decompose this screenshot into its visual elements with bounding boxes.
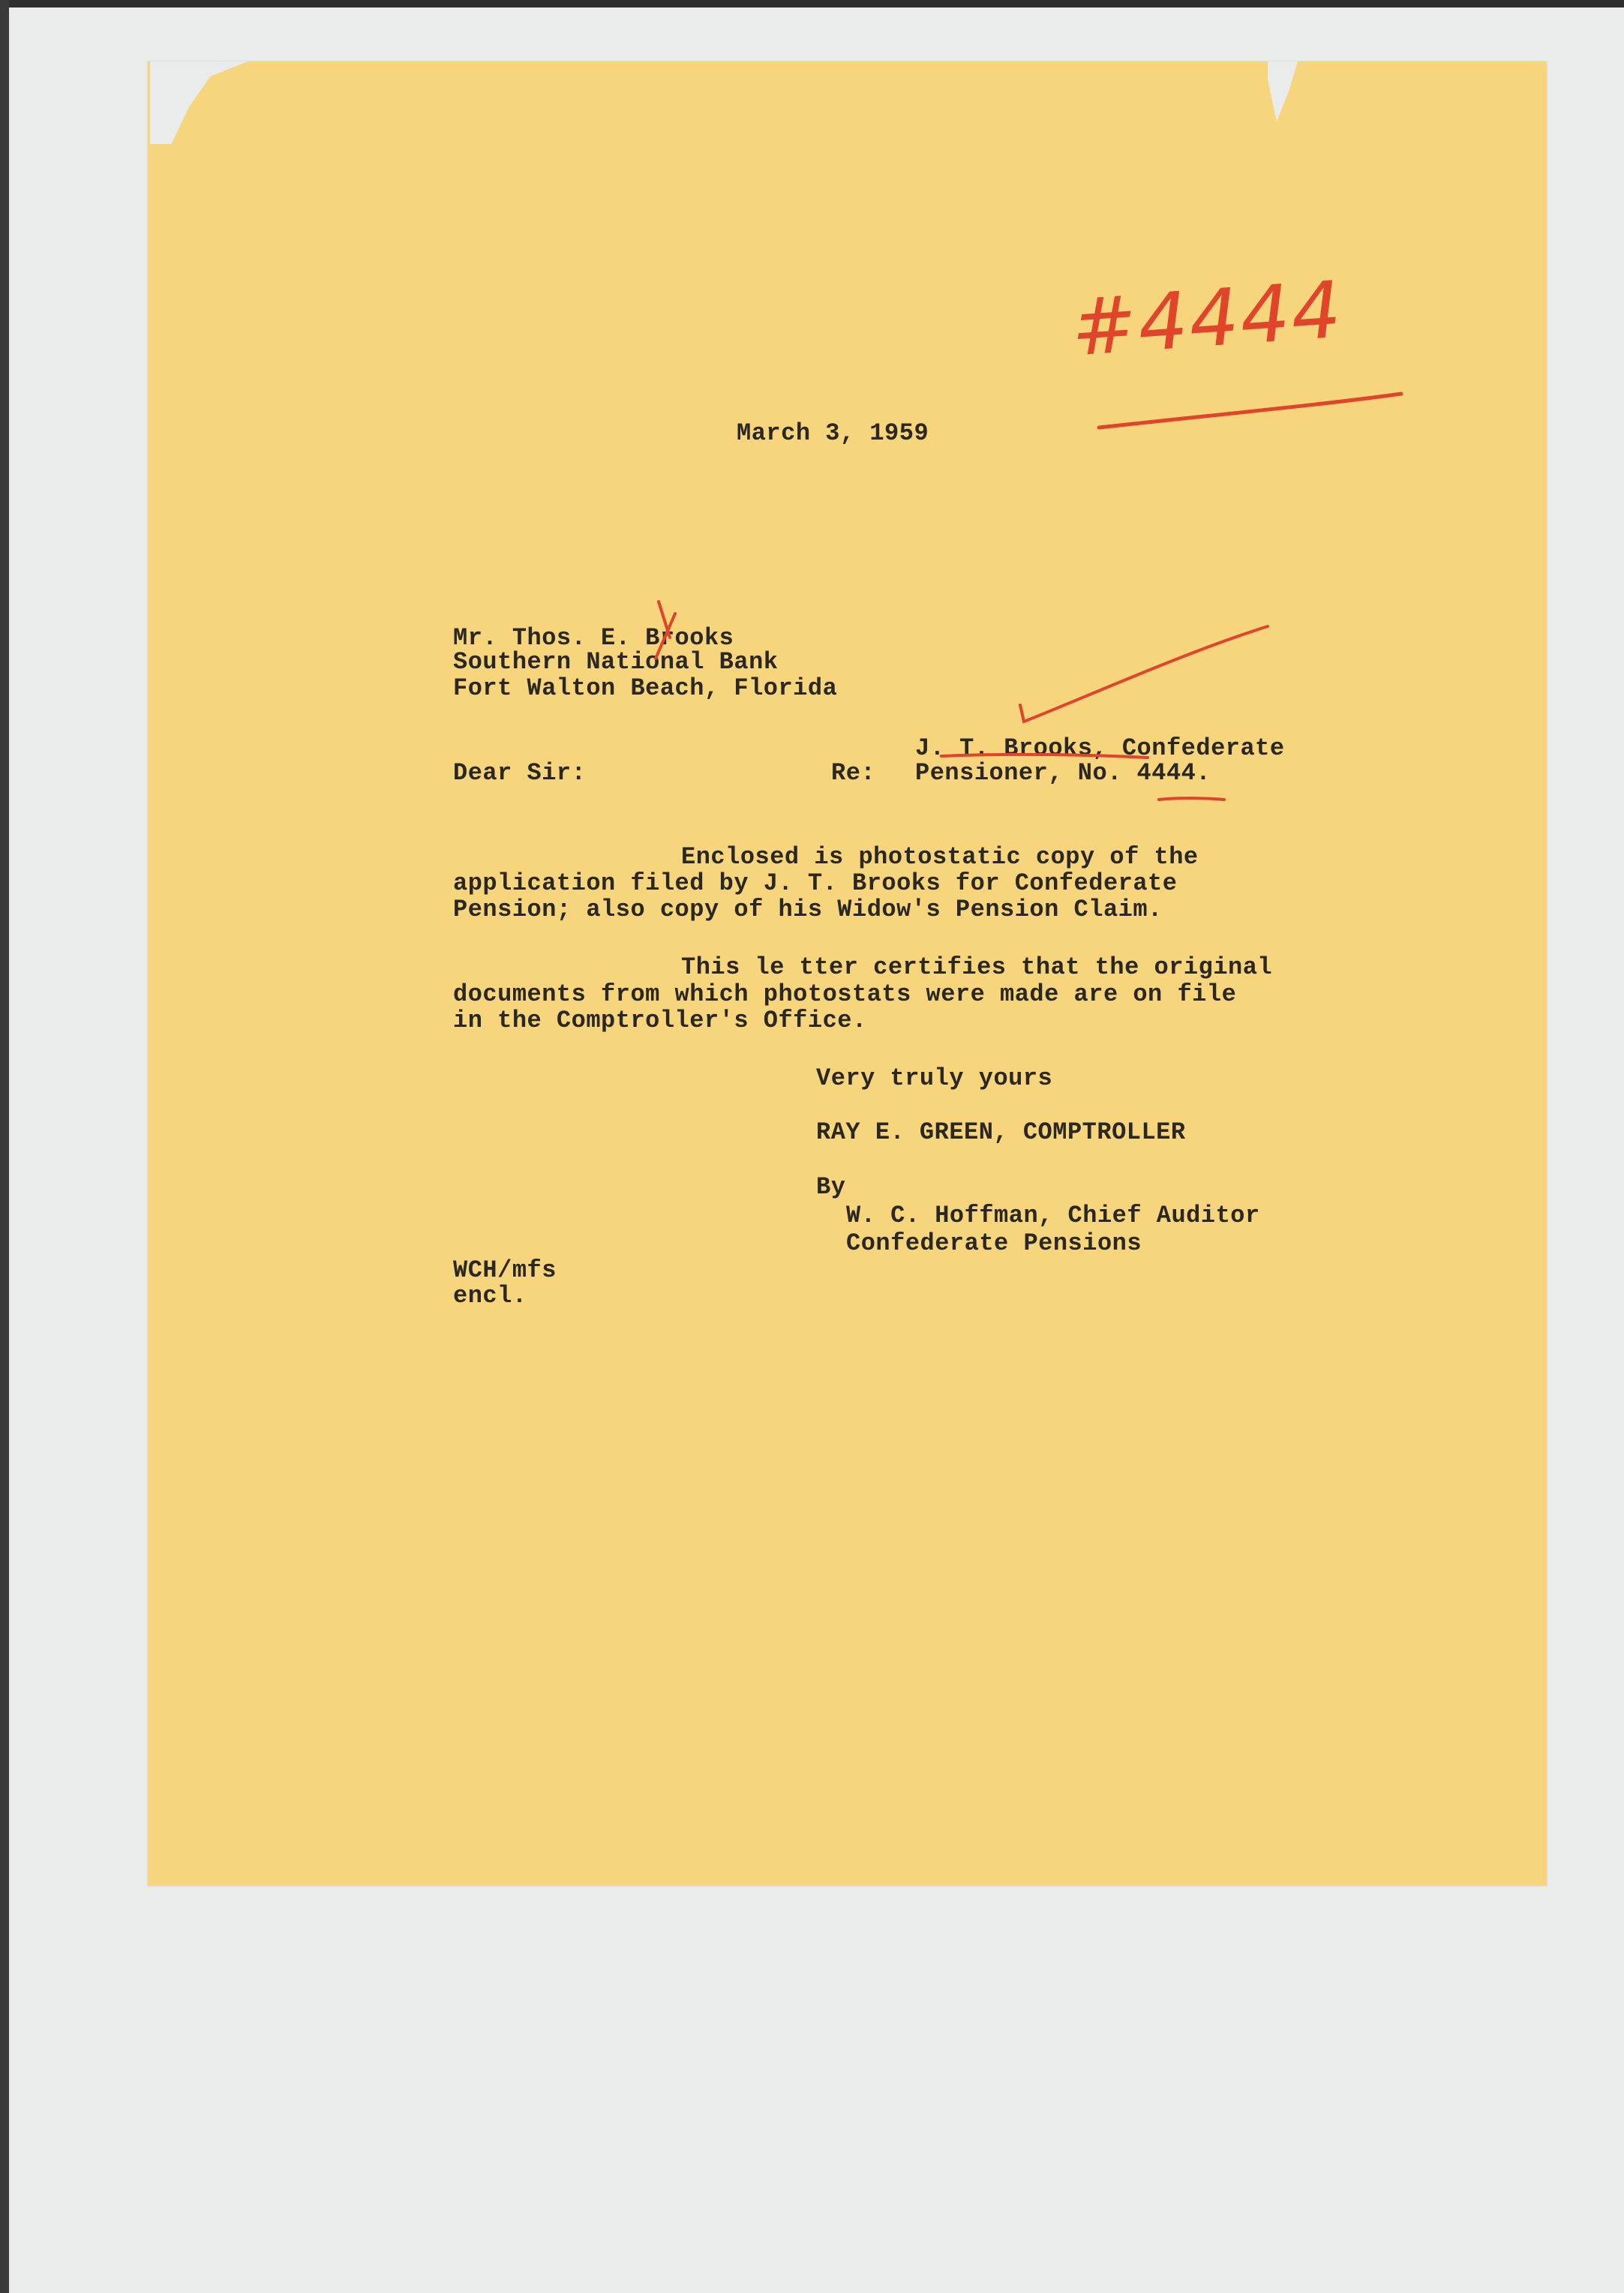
letter-date: March 3, 1959 bbox=[737, 419, 929, 447]
re-subject-line1: J. T. Brooks, Confederate bbox=[915, 734, 1285, 762]
recipient-name: Mr. Thos. E. Brooks bbox=[453, 624, 734, 652]
recipient-city: Fort Walton Beach, Florida bbox=[453, 674, 838, 702]
closing: Very truly yours bbox=[816, 1064, 1053, 1092]
by-label: By bbox=[816, 1173, 846, 1201]
paragraph1-line2: application filed by J. T. Brooks for Confederate bbox=[453, 869, 1178, 897]
paragraph1-line1: Enclosed is photostatic copy of the bbox=[681, 843, 1199, 871]
signer-department: Confederate Pensions bbox=[846, 1229, 1142, 1257]
re-label: Re: bbox=[831, 759, 876, 787]
re-subject-line2: Pensioner, No. 4444. bbox=[915, 759, 1211, 787]
paragraph2-line3: in the Comptroller's Office. bbox=[453, 1007, 867, 1034]
paragraph2-line2: documents from which photostats were made are on file bbox=[453, 980, 1237, 1008]
typist-initials: WCH/mfs bbox=[453, 1256, 557, 1284]
paragraph1-line3: Pension; also copy of his Widow's Pension Claim. bbox=[453, 896, 1163, 923]
file-number-underline bbox=[1099, 394, 1401, 428]
signer-name-title: W. C. Hoffman, Chief Auditor bbox=[846, 1202, 1260, 1229]
salutation: Dear Sir: bbox=[453, 759, 587, 787]
brooks-underline bbox=[941, 755, 1148, 758]
enclosure-notation: encl. bbox=[453, 1282, 527, 1310]
pensioner-number-underline bbox=[1159, 798, 1224, 800]
handwritten-file-number: #4444 bbox=[1068, 263, 1346, 374]
signatory: RAY E. GREEN, COMPTROLLER bbox=[816, 1118, 1186, 1146]
recipient-organization: Southern National Bank bbox=[453, 648, 779, 676]
paragraph2-line1: This le tter certifies that the original bbox=[681, 953, 1273, 981]
check-mark bbox=[1020, 626, 1268, 722]
